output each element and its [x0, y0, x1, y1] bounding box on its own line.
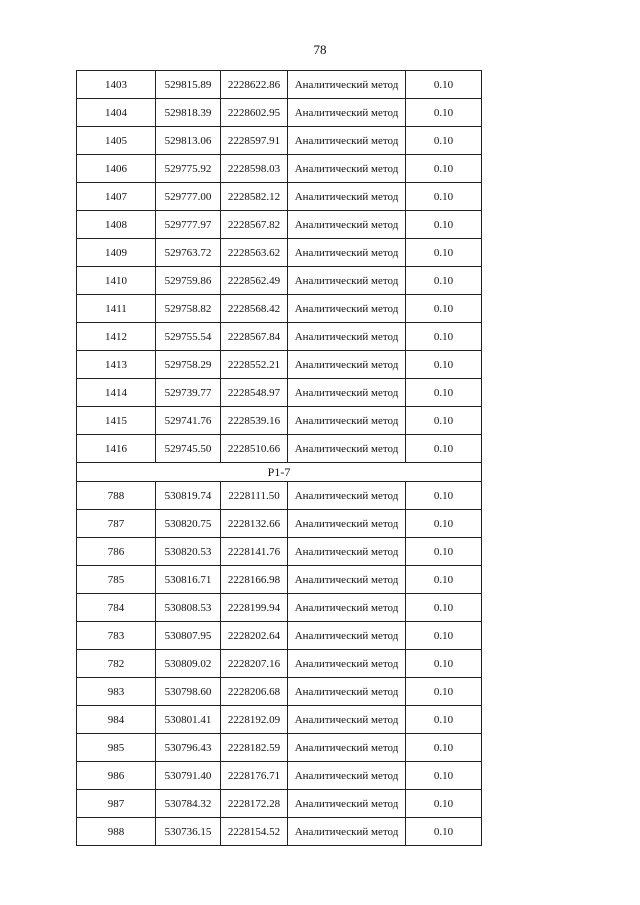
point-id-cell: 1416 [77, 435, 156, 463]
method-cell: Аналитический метод [288, 734, 406, 762]
method-cell: Аналитический метод [288, 790, 406, 818]
table-row [77, 435, 482, 463]
y-coordinate-cell: 2228622.86 [221, 71, 288, 99]
table-row [77, 351, 482, 379]
method-cell: Аналитический метод [288, 183, 406, 211]
accuracy-cell: 0.10 [406, 734, 482, 762]
accuracy-cell: 0.10 [406, 155, 482, 183]
y-coordinate-cell: 2228132.66 [221, 510, 288, 538]
y-coordinate-cell: 2228199.94 [221, 594, 288, 622]
point-id-cell: 1414 [77, 379, 156, 407]
accuracy-cell: 0.10 [406, 183, 482, 211]
table-row [77, 538, 482, 566]
method-cell: Аналитический метод [288, 211, 406, 239]
accuracy-cell: 0.10 [406, 267, 482, 295]
accuracy-cell: 0.10 [406, 323, 482, 351]
method-cell: Аналитический метод [288, 379, 406, 407]
y-coordinate-cell: 2228172.28 [221, 790, 288, 818]
y-coordinate-cell: 2228192.09 [221, 706, 288, 734]
point-id-cell: 788 [77, 482, 156, 510]
y-coordinate-cell: 2228182.59 [221, 734, 288, 762]
method-cell: Аналитический метод [288, 622, 406, 650]
x-coordinate-cell: 530784.32 [156, 790, 221, 818]
x-coordinate-cell: 529739.77 [156, 379, 221, 407]
method-cell: Аналитический метод [288, 762, 406, 790]
x-coordinate-cell: 530807.95 [156, 622, 221, 650]
method-cell: Аналитический метод [288, 510, 406, 538]
y-coordinate-cell: 2228562.49 [221, 267, 288, 295]
table-row [77, 99, 482, 127]
accuracy-cell: 0.10 [406, 99, 482, 127]
y-coordinate-cell: 2228567.84 [221, 323, 288, 351]
x-coordinate-cell: 529777.00 [156, 183, 221, 211]
page-number: 78 [313, 42, 327, 57]
table-row [77, 790, 482, 818]
table-row [77, 239, 482, 267]
x-coordinate-cell: 529758.82 [156, 295, 221, 323]
accuracy-cell: 0.10 [406, 482, 482, 510]
method-cell: Аналитический метод [288, 323, 406, 351]
x-coordinate-cell: 530808.53 [156, 594, 221, 622]
method-cell: Аналитический метод [288, 267, 406, 295]
y-coordinate-cell: 2228166.98 [221, 566, 288, 594]
point-id-cell: 1415 [77, 407, 156, 435]
table-row [77, 407, 482, 435]
y-coordinate-cell: 2228111.50 [221, 482, 288, 510]
x-coordinate-cell: 529813.06 [156, 127, 221, 155]
x-coordinate-cell: 530801.41 [156, 706, 221, 734]
table-row [77, 594, 482, 622]
y-coordinate-cell: 2228510.66 [221, 435, 288, 463]
x-coordinate-cell: 530736.15 [156, 818, 221, 846]
point-id-cell: 784 [77, 594, 156, 622]
point-id-cell: 787 [77, 510, 156, 538]
table-row [77, 678, 482, 706]
section-row [77, 463, 482, 482]
point-id-cell: 984 [77, 706, 156, 734]
method-cell: Аналитический метод [288, 594, 406, 622]
point-id-cell: 986 [77, 762, 156, 790]
method-cell: Аналитический метод [288, 71, 406, 99]
x-coordinate-cell: 529815.89 [156, 71, 221, 99]
point-id-cell: 1412 [77, 323, 156, 351]
table-row [77, 183, 482, 211]
y-coordinate-cell: 2228207.16 [221, 650, 288, 678]
accuracy-cell: 0.10 [406, 818, 482, 846]
method-cell: Аналитический метод [288, 650, 406, 678]
accuracy-cell: 0.10 [406, 762, 482, 790]
accuracy-cell: 0.10 [406, 622, 482, 650]
y-coordinate-cell: 2228552.21 [221, 351, 288, 379]
method-cell: Аналитический метод [288, 407, 406, 435]
method-cell: Аналитический метод [288, 435, 406, 463]
table-row [77, 734, 482, 762]
accuracy-cell: 0.10 [406, 295, 482, 323]
x-coordinate-cell: 530798.60 [156, 678, 221, 706]
method-cell: Аналитический метод [288, 706, 406, 734]
accuracy-cell: 0.10 [406, 566, 482, 594]
point-id-cell: 1406 [77, 155, 156, 183]
x-coordinate-cell: 530791.40 [156, 762, 221, 790]
method-cell: Аналитический метод [288, 482, 406, 510]
method-cell: Аналитический метод [288, 239, 406, 267]
table-row [77, 762, 482, 790]
table-row [77, 379, 482, 407]
y-coordinate-cell: 2228206.68 [221, 678, 288, 706]
table-row [77, 622, 482, 650]
y-coordinate-cell: 2228568.42 [221, 295, 288, 323]
accuracy-cell: 0.10 [406, 706, 482, 734]
point-id-cell: 785 [77, 566, 156, 594]
point-id-cell: 983 [77, 678, 156, 706]
point-id-cell: 1411 [77, 295, 156, 323]
table-row [77, 267, 482, 295]
x-coordinate-cell: 530809.02 [156, 650, 221, 678]
accuracy-cell: 0.10 [406, 594, 482, 622]
y-coordinate-cell: 2228154.52 [221, 818, 288, 846]
accuracy-cell: 0.10 [406, 538, 482, 566]
method-cell: Аналитический метод [288, 678, 406, 706]
accuracy-cell: 0.10 [406, 790, 482, 818]
table-row [77, 127, 482, 155]
x-coordinate-cell: 529777.97 [156, 211, 221, 239]
accuracy-cell: 0.10 [406, 678, 482, 706]
table-row [77, 71, 482, 99]
point-id-cell: 988 [77, 818, 156, 846]
y-coordinate-cell: 2228602.95 [221, 99, 288, 127]
x-coordinate-cell: 529755.54 [156, 323, 221, 351]
point-id-cell: 1407 [77, 183, 156, 211]
method-cell: Аналитический метод [288, 538, 406, 566]
x-coordinate-cell: 530796.43 [156, 734, 221, 762]
y-coordinate-cell: 2228563.62 [221, 239, 288, 267]
point-id-cell: 1408 [77, 211, 156, 239]
method-cell: Аналитический метод [288, 566, 406, 594]
y-coordinate-cell: 2228176.71 [221, 762, 288, 790]
point-id-cell: 786 [77, 538, 156, 566]
table-row [77, 323, 482, 351]
y-coordinate-cell: 2228141.76 [221, 538, 288, 566]
y-coordinate-cell: 2228539.16 [221, 407, 288, 435]
point-id-cell: 783 [77, 622, 156, 650]
table-row [77, 650, 482, 678]
coordinates-table [76, 70, 482, 846]
point-id-cell: 1404 [77, 99, 156, 127]
point-id-cell: 987 [77, 790, 156, 818]
table-row [77, 211, 482, 239]
table-row [77, 706, 482, 734]
x-coordinate-cell: 529775.92 [156, 155, 221, 183]
x-coordinate-cell: 530816.71 [156, 566, 221, 594]
accuracy-cell: 0.10 [406, 510, 482, 538]
method-cell: Аналитический метод [288, 155, 406, 183]
accuracy-cell: 0.10 [406, 351, 482, 379]
point-id-cell: 1403 [77, 71, 156, 99]
accuracy-cell: 0.10 [406, 239, 482, 267]
table-row [77, 818, 482, 846]
x-coordinate-cell: 529818.39 [156, 99, 221, 127]
x-coordinate-cell: 529745.50 [156, 435, 221, 463]
point-id-cell: 1405 [77, 127, 156, 155]
x-coordinate-cell: 529759.86 [156, 267, 221, 295]
method-cell: Аналитический метод [288, 127, 406, 155]
accuracy-cell: 0.10 [406, 435, 482, 463]
section-label: Р1-7 [77, 463, 482, 482]
accuracy-cell: 0.10 [406, 407, 482, 435]
y-coordinate-cell: 2228202.64 [221, 622, 288, 650]
method-cell: Аналитический метод [288, 818, 406, 846]
method-cell: Аналитический метод [288, 351, 406, 379]
x-coordinate-cell: 530819.74 [156, 482, 221, 510]
table-row [77, 566, 482, 594]
y-coordinate-cell: 2228597.91 [221, 127, 288, 155]
accuracy-cell: 0.10 [406, 650, 482, 678]
accuracy-cell: 0.10 [406, 211, 482, 239]
y-coordinate-cell: 2228598.03 [221, 155, 288, 183]
x-coordinate-cell: 529758.29 [156, 351, 221, 379]
y-coordinate-cell: 2228548.97 [221, 379, 288, 407]
accuracy-cell: 0.10 [406, 379, 482, 407]
table-row [77, 510, 482, 538]
table-row [77, 482, 482, 510]
point-id-cell: 1410 [77, 267, 156, 295]
point-id-cell: 1413 [77, 351, 156, 379]
point-id-cell: 985 [77, 734, 156, 762]
method-cell: Аналитический метод [288, 295, 406, 323]
point-id-cell: 1409 [77, 239, 156, 267]
y-coordinate-cell: 2228567.82 [221, 211, 288, 239]
x-coordinate-cell: 529763.72 [156, 239, 221, 267]
x-coordinate-cell: 530820.53 [156, 538, 221, 566]
method-cell: Аналитический метод [288, 99, 406, 127]
table-row [77, 295, 482, 323]
x-coordinate-cell: 529741.76 [156, 407, 221, 435]
table-row [77, 155, 482, 183]
accuracy-cell: 0.10 [406, 127, 482, 155]
x-coordinate-cell: 530820.75 [156, 510, 221, 538]
point-id-cell: 782 [77, 650, 156, 678]
accuracy-cell: 0.10 [406, 71, 482, 99]
y-coordinate-cell: 2228582.12 [221, 183, 288, 211]
